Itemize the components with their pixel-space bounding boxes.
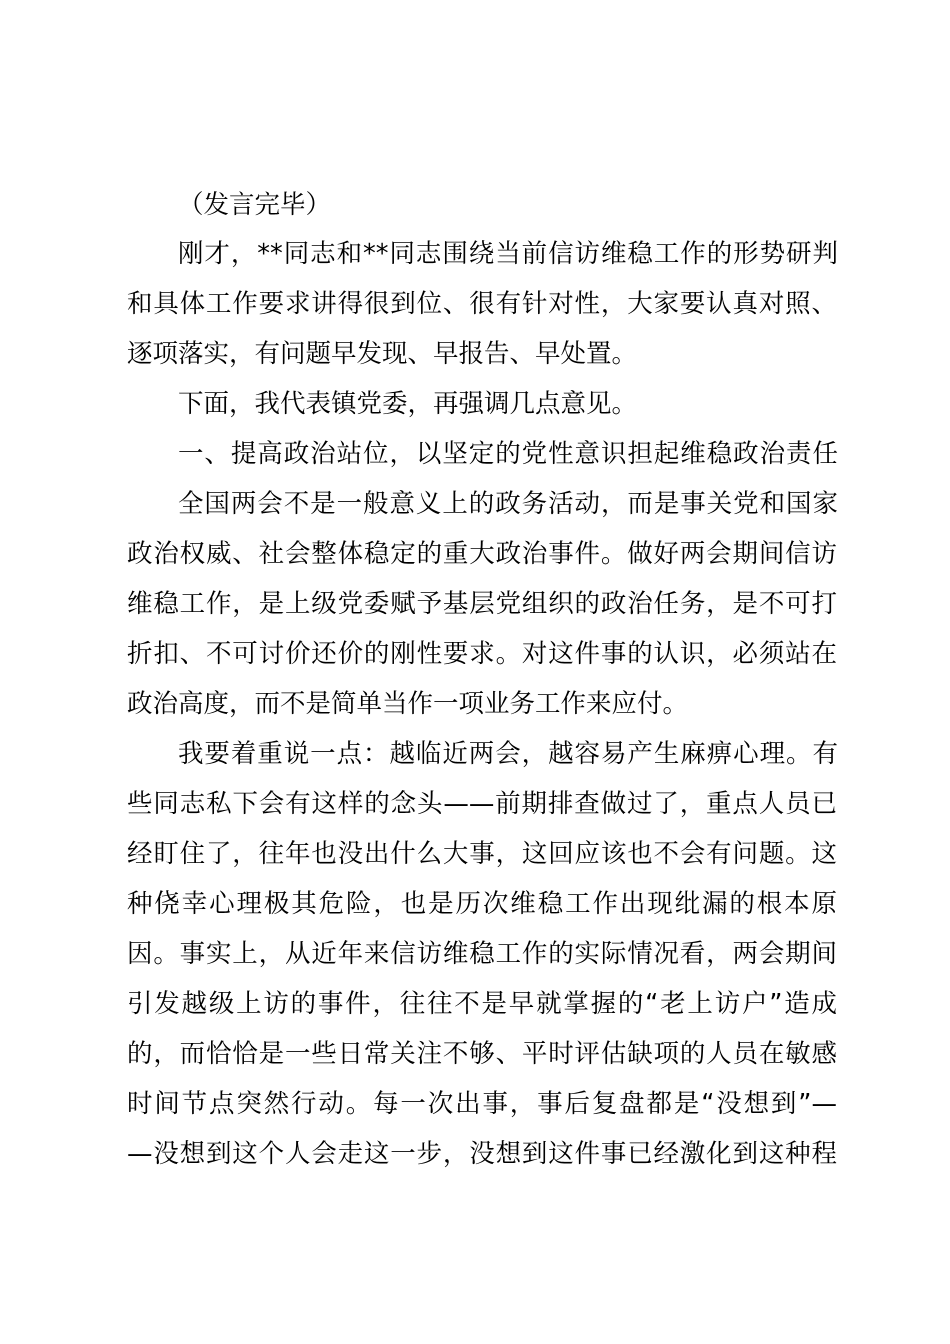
- paragraph-line: 些同志私下会有这样的念头——前期排查做过了，重点人员已: [127, 789, 837, 819]
- paragraph-line: 的，而恰恰是一些日常关注不够、平时评估缺项的人员在敏感: [127, 1039, 837, 1069]
- paragraph-line: 种侥幸心理极其危险，也是历次维稳工作出现纰漏的根本原: [127, 889, 837, 919]
- paragraph-line: 引发越级上访的事件，往往不是早就掌握的“老上访户”造成: [127, 989, 837, 1019]
- paragraph-line: 折扣、不可讨价还价的刚性要求。对这件事的认识，必须站在: [127, 639, 837, 669]
- paragraph-line: 因。事实上，从近年来信访维稳工作的实际情况看，两会期间: [127, 939, 837, 969]
- paragraph-line: 我要着重说一点：越临近两会，越容易产生麻痹心理。有: [178, 739, 838, 769]
- paragraph-line: 政治权威、社会整体稳定的重大政治事件。做好两会期间信访: [127, 539, 837, 569]
- closing-note: （发言完毕）: [178, 190, 332, 220]
- paragraph-line: 逐项落实，有问题早发现、早报告、早处置。: [127, 339, 638, 369]
- paragraph-line: 经盯住了，往年也没出什么大事，这回应该也不会有问题。这: [127, 839, 837, 869]
- paragraph-line: 时间节点突然行动。每一次出事，事后复盘都是“没想到”—: [127, 1089, 837, 1119]
- paragraph-line: 和具体工作要求讲得很到位、很有针对性，大家要认真对照、: [127, 289, 837, 319]
- paragraph-line: 维稳工作，是上级党委赋予基层党组织的政治任务，是不可打: [127, 589, 837, 619]
- section-heading: 一、提高政治站位，以坚定的党性意识担起维稳政治责任: [178, 439, 838, 469]
- paragraph-line: —没想到这个人会走这一步，没想到这件事已经激化到这种程: [127, 1139, 837, 1169]
- paragraph-line: 刚才，**同志和**同志围绕当前信访维稳工作的形势研判: [178, 239, 838, 269]
- paragraph-line: 下面，我代表镇党委，再强调几点意见。: [178, 389, 638, 419]
- paragraph-line: 政治高度，而不是简单当作一项业务工作来应付。: [127, 689, 689, 719]
- paragraph-line: 全国两会不是一般意义上的政务活动，而是事关党和国家: [178, 489, 838, 519]
